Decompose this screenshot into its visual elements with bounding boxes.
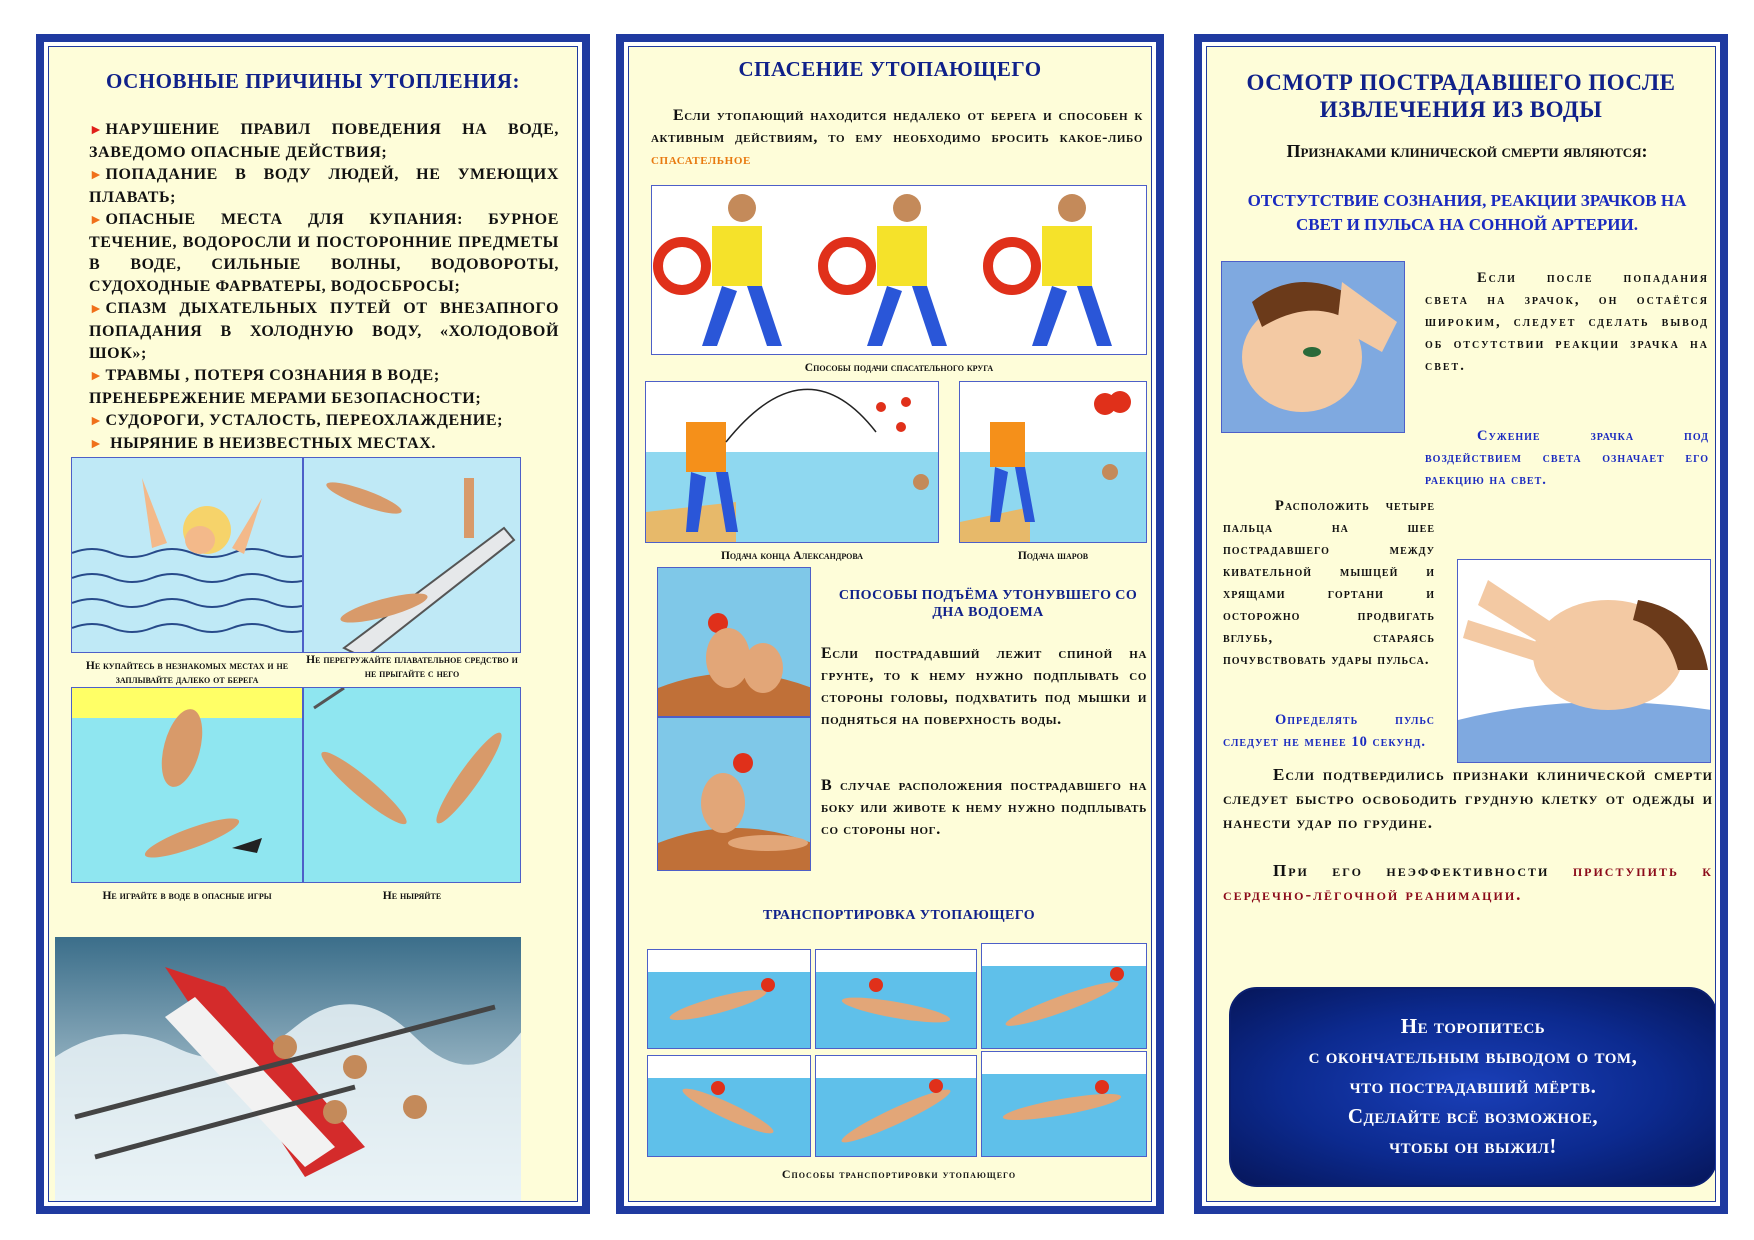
ring-throw-illustration	[652, 186, 1147, 355]
caption-ring-methods: Способы подачи спасательного круга	[804, 362, 994, 374]
signs-list: ОТСТУТСТВИЕ СОЗНАНИЯ, РЕАКЦИИ ЗРАЧКОВ НА СВЕТ И ПУЛЬСА НА СОННОЙ АРТЕРИИ.	[1247, 191, 1687, 234]
transport-illustration	[648, 1056, 811, 1157]
note-line: Сделайте всё возможное,	[1347, 1104, 1599, 1128]
arrow-bullet-icon: ►	[89, 369, 104, 384]
panel-rescue-drowning	[616, 34, 1164, 1214]
caption-rope: Подача конца Александрова	[720, 550, 864, 562]
rescue-boat-photo	[55, 937, 521, 1201]
arrow-bullet-icon: ►	[89, 414, 104, 429]
lift-text-back: Если пострадавший лежит спиной на грунте, то к нему нужно подплывать со стороны головы, подхватить под мышки и подняться на поверхность воды.	[821, 645, 1147, 728]
lift-head-illustration	[658, 568, 811, 717]
transport-illustration	[982, 944, 1147, 1049]
note-line: чтобы он выжил!	[1389, 1134, 1557, 1158]
note-line: с окончательным выводом о том,	[1308, 1044, 1638, 1068]
lift-text-side: В случае расположения пострадавшего на боку или животе к нему нужно подплывать со стороны ног.	[821, 777, 1147, 838]
caption-transport-methods: Способы транспортировки утопающего	[781, 1167, 1017, 1181]
rope-throw-illustration	[646, 382, 939, 543]
list-item: ► НАРУШЕНИЕ ПРАВИЛ ПОВЕДЕНИЯ НА ВОДЕ, ЗАВЕДОМО ОПАСНЫЕ ДЕЙСТВИЯ;	[89, 121, 559, 161]
pulse-text: Расположить четыре пальца на шее пострадавшего между кивательной мышцей и хрящами гортани и осторожно продвигать вглубь, стараясь почувствовать удары пульса.	[1223, 498, 1435, 668]
list-item: ► ПОПАДАНИЕ В ВОДУ ЛЮДЕЙ, НЕ УМЕЮЩИХ ПЛАВАТЬ;	[89, 166, 559, 206]
image-ring-throw	[651, 185, 1147, 355]
image-pulse-check	[1457, 559, 1711, 763]
pupil-narrow-text: Сужение зрачка под воздействием света означает его раекцию на свет.	[1425, 428, 1709, 488]
panel-left-inner	[48, 46, 578, 1202]
transport-illustration	[648, 950, 811, 1049]
list-item: ► ОПАСНЫЕ МЕСТА ДЛЯ КУПАНИЯ: БУРНОЕ ТЕЧЕНИЕ, ВОДОРОСЛИ И ПОСТОРОННИЕ ПРЕДМЕТЫ В ВОДЕ, СИЛЬНЫЕ ВОЛНЫ, ВОДОВОРОТЫ, СУДОХОДНЫЕ ФАРВАТЕРЫ, ВОДОСБРОСЫ;	[89, 211, 559, 295]
lift-side-illustration	[658, 718, 811, 871]
boat-jump-illustration	[304, 458, 521, 653]
pulse-check-illustration	[1458, 560, 1711, 763]
image-transport-5	[815, 1055, 977, 1157]
image-lift-from-head	[657, 567, 811, 717]
arrow-bullet-icon: ►	[89, 302, 104, 317]
balls-throw-illustration	[960, 382, 1147, 543]
causes-list	[89, 119, 559, 456]
diving-illustration	[304, 688, 521, 883]
panel-middle-inner	[628, 46, 1152, 1202]
examination-title: ОСМОТР ПОСТРАДАВШЕГО ПОСЛЕ ИЗВЛЕЧЕНИЯ ИЗ ВОДЫ	[1246, 70, 1676, 122]
note-line: что пострадавший мёртв.	[1349, 1074, 1597, 1098]
transport-title: ТРАНСПОРТИРОВКА УТОПАЮЩЕГО	[762, 908, 1036, 923]
image-diving	[303, 687, 521, 883]
list-item: ► НЫРЯНИЕ В НЕИЗВЕСТНЫХ МЕСТАХ.	[89, 435, 436, 452]
note-line: Не торопитесь	[1400, 1014, 1546, 1038]
caption-unknown-places: Не купайтесь в незнакомых местах и не заплывайте далеко от берега	[85, 660, 289, 686]
image-balls-throw	[959, 381, 1147, 543]
image-drowning-boy	[71, 457, 303, 653]
dangerous-games-illustration	[72, 688, 303, 883]
image-transport-6	[981, 1051, 1147, 1157]
caption-no-diving: Не ныряйте	[382, 890, 442, 902]
arrow-bullet-icon: ►	[89, 213, 104, 228]
image-lift-from-side	[657, 717, 811, 871]
image-jumping-from-boat	[303, 457, 521, 653]
pupil-check-illustration	[1222, 262, 1405, 433]
list-item: ПРЕНЕБРЕЖЕНИЕ МЕРАМИ БЕЗОПАСНОСТИ;	[89, 390, 482, 407]
arrow-bullet-icon: ►	[89, 123, 104, 138]
caption-overload-boat: Не перегружайте плавательное средство и не прыгайте с него	[306, 654, 518, 680]
transport-illustration	[982, 1052, 1147, 1157]
rescue-title: СПАСЕНИЕ УТОПАЮЩЕГО	[738, 57, 1042, 81]
image-transport-2	[815, 949, 977, 1049]
image-rope-throw	[645, 381, 939, 543]
image-transport-1	[647, 949, 811, 1049]
warning-note-box	[1229, 987, 1716, 1187]
image-rescue-boat-photo	[55, 937, 521, 1201]
signs-intro: Признаками клинической смерти являются:	[1286, 141, 1648, 161]
arrow-bullet-icon: ►	[89, 168, 104, 183]
list-item: ► ТРАВМЫ , ПОТЕРЯ СОЗНАНИЯ В ВОДЕ;	[89, 367, 440, 384]
confirm-text: Если подтвердились признаки клинической смерти следует быстро освободить грудную клетку от одежды и нанести удар по грудине.	[1223, 765, 1713, 832]
image-transport-4	[647, 1055, 811, 1157]
pupil-text: Если после попадания света на зрачок, он остаётся широким, следует сделать вывод об отсутствии реакции зрачка на свет.	[1425, 270, 1709, 374]
caption-no-games: Не играйте в воде в опасные игры	[102, 890, 272, 902]
image-dangerous-games	[71, 687, 303, 883]
rescue-intro: Если утопающий находится недалеко от берега и способен к активным действиям, то ему необходимо бросить какое-либо спасательное	[651, 107, 1143, 168]
list-item: ► СУДОРОГИ, УСТАЛОСТЬ, ПЕРЕОХЛАЖДЕНИЕ;	[89, 412, 504, 429]
causes-title: ОСНОВНЫЕ ПРИЧИНЫ УТОПЛЕНИЯ:	[106, 69, 520, 93]
panel-examination	[1194, 34, 1728, 1214]
list-item: ► СПАЗМ ДЫХАТЕЛЬНЫХ ПУТЕЙ ОТ ВНЕЗАПНОГО ПОПАДАНИЯ В ХОЛОДНУЮ ВОДУ, «ХОЛОДОВОЙ ШОК»;	[89, 300, 559, 362]
ineffective-text: При его неэффективности приступить к сердечно-лёгочной реанимации.	[1223, 861, 1714, 904]
panel-right-inner	[1206, 46, 1716, 1202]
transport-illustration	[816, 950, 977, 1049]
pulse-time-text: Определять пульс следует не менее 10 секунд.	[1223, 712, 1435, 750]
caption-balls: Подача шаров	[1017, 550, 1089, 562]
image-pupil-check	[1221, 261, 1405, 433]
transport-illustration	[816, 1056, 977, 1157]
panel-drowning-causes	[36, 34, 590, 1214]
arrow-bullet-icon: ►	[89, 437, 104, 452]
lift-title: СПОСОБЫ ПОДЪЁМА УТОНУВШЕГО СО ДНА ВОДОЕМА	[838, 588, 1138, 620]
drowning-boy-illustration	[72, 458, 303, 653]
image-transport-3	[981, 943, 1147, 1049]
